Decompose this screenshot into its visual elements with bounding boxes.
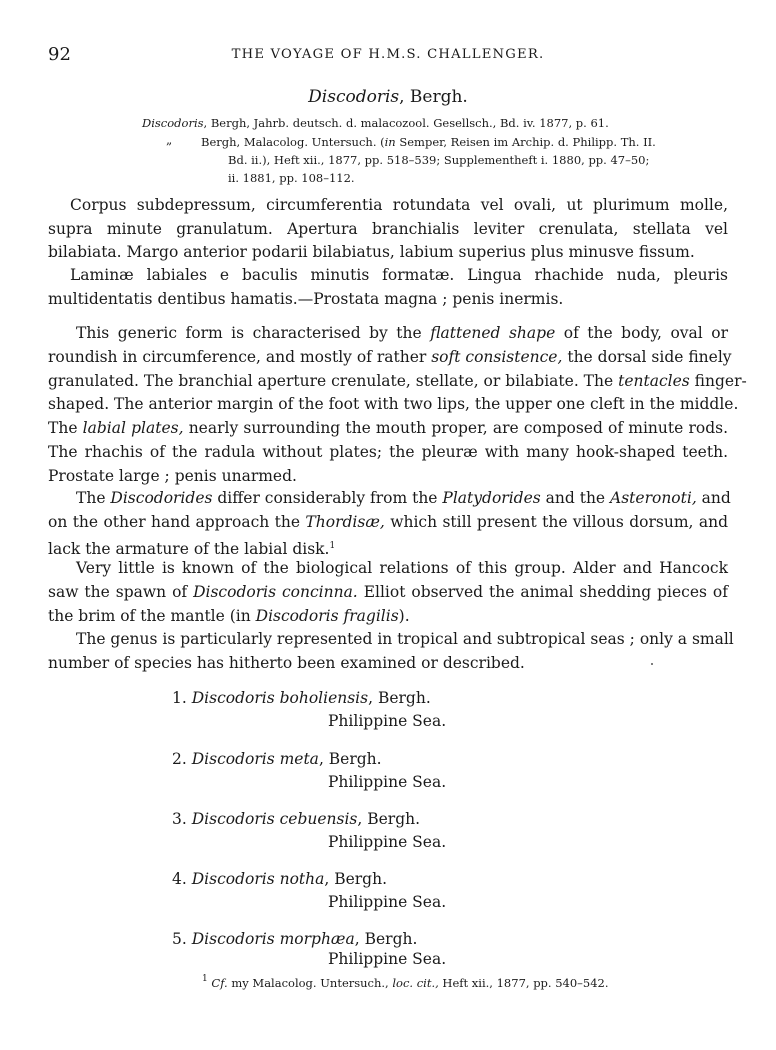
species-locality-4: Philippine Sea.	[328, 893, 447, 911]
genus-heading: Discodoris, Bergh.	[308, 87, 468, 107]
page-number: 92	[48, 44, 71, 65]
synonymy-ref-2-line-1: Bergh, Malacolog. Untersuch. (in Semper, Reisen im Archip. d. Philipp. Th. II.	[201, 135, 656, 149]
genus-name: Discodoris	[308, 87, 400, 107]
description-paragraph-4: The genus is particularly represented in tropical and subtropical seas ; only a small number of species has hitherto been examined or described.	[48, 630, 734, 672]
species-entry-5: 5. Discodoris morphæa, Bergh.	[172, 930, 418, 948]
running-title: THE VOYAGE OF H.M.S. CHALLENGER.	[231, 47, 545, 62]
footnote-reference: 1	[329, 540, 336, 551]
ditto-mark: „	[166, 133, 173, 147]
species-locality-5: Philippine Sea.	[328, 950, 447, 968]
species-locality-3: Philippine Sea.	[328, 833, 447, 851]
synonymy-ref-2-line-3: ii. 1881, pp. 108–112.	[228, 171, 355, 185]
print-speck	[651, 663, 653, 665]
species-locality-1: Philippine Sea.	[328, 712, 447, 730]
latin-diagnosis-2: Laminæ labiales e baculis minutis formatæ. Lingua rhachide nuda, pleuris multidentatis dentibus hamatis.—Prostata magna ; penis inermis.	[48, 266, 728, 308]
footnote-mark: 1	[202, 974, 208, 984]
species-locality-2: Philippine Sea.	[328, 773, 447, 791]
genus-author: Bergh.	[409, 87, 468, 107]
species-entry-4: 4. Discodoris notha, Bergh.	[172, 870, 388, 888]
latin-diagnosis-1: Corpus subdepressum, circumferentia rotundata vel ovali, ut plurimum molle, supra minute granulatum. Apertura branchialis leviter crenulata, stellata vel bilabiata. Margo anterior podarii bilabiatus, labium superius plus minusve fissum.	[48, 196, 728, 261]
description-paragraph-3: Very little is known of the biological relations of this group. Alder and Hancock saw the spawn of Discodoris concinna. Elliot observed the animal shedding pieces of the brim of the mantle (in Discodoris fragilis).	[48, 559, 728, 625]
synonymy-ref-1-name: Discodoris	[142, 116, 204, 130]
synonymy-ref-2-line-2: Bd. ii.), Heft xii., 1877, pp. 518–539; Supplementheft i. 1880, pp. 47–50;	[228, 153, 650, 167]
species-entry-1: 1. Discodoris boholiensis, Bergh.	[172, 689, 431, 707]
description-paragraph-1: This generic form is characterised by the flattened shape of the body, oval or roundish in circumference, and mostly of rather soft consistence, the dorsal side finely granulated. The branchial aperture crenulate, stellate, or bilabiate. The tentacles finger- shaped. The anterior margin of the foot with two lips, the upper one cleft in the middle. The labial plates, nearly surrounding the mouth proper, are composed of minute rods. The rhachis of the radula without plates; the pleuræ with many hook-shaped teeth. Prostate large ; penis unarmed.	[48, 324, 747, 485]
synonymy-ref-1: Discodoris, Bergh, Jahrb. deutsch. d. malacozool. Gesellsch., Bd. iv. 1877, p. 61.	[142, 116, 609, 130]
footnote: $^1$ Cf. my Malacolog. Untersuch., loc. cit., Heft xii., 1877, pp. 540–542.	[202, 974, 609, 990]
species-entry-3: 3. Discodoris cebuensis, Bergh.	[172, 810, 421, 828]
description-paragraph-2: The Discodorides differ considerably from the Platydorides and the Asteronoti, and on the other hand approach the Thordisæ, which still present the villous dorsum, and lack the armature of the labial disk.$^1$	[48, 489, 731, 558]
species-entry-2: 2. Discodoris meta, Bergh.	[172, 750, 382, 768]
